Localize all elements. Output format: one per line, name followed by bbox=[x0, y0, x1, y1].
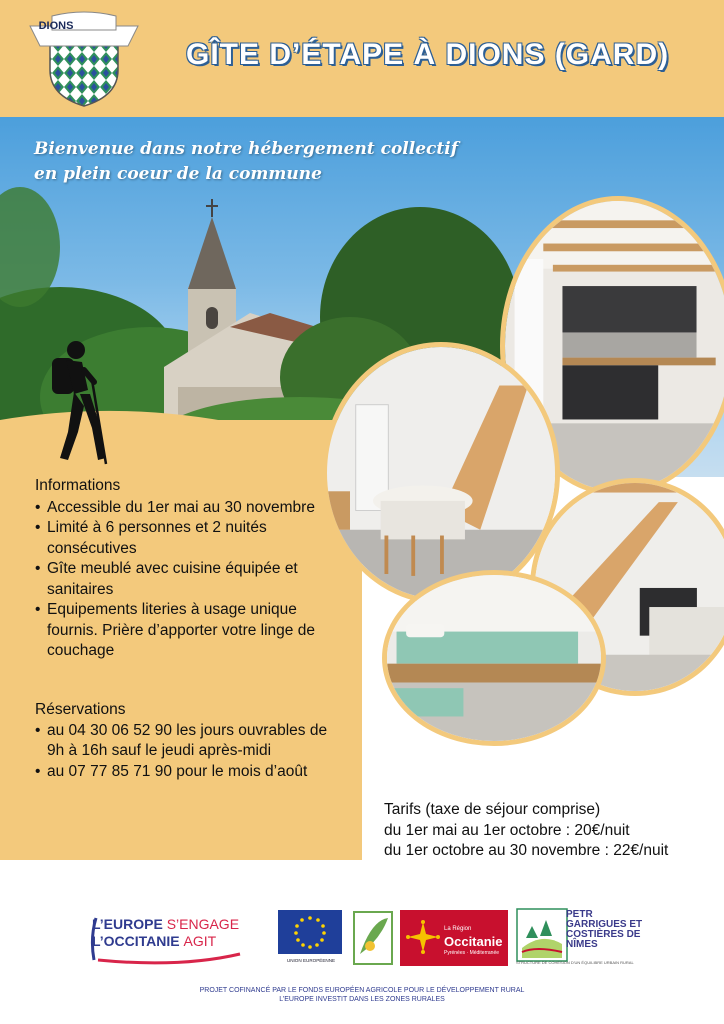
info-section bbox=[35, 476, 335, 662]
reservations-heading: Réservations bbox=[35, 701, 126, 718]
europe-occitanie-logo bbox=[90, 914, 270, 964]
tarif-line: du 1er mai au 1er octobre : 20€/nuit bbox=[384, 821, 630, 839]
welcome-line-1: Bienvenue dans notre hébergement collectif bbox=[34, 139, 459, 159]
region-occitanie-logo bbox=[400, 910, 508, 966]
petr-name: PETR GARRIGUES ET COSTIÈRES DE NÎMES bbox=[566, 909, 643, 950]
dining-room-photo bbox=[322, 342, 560, 604]
petr-caption: STRUCTURE DE COHÉSION D'UN ÉQUILIBRE URBAIN RURAL bbox=[516, 960, 634, 965]
europe-swoosh bbox=[90, 914, 270, 966]
welcome-line-2: en plein coeur de la commune bbox=[34, 164, 322, 184]
occitan-cross-icon bbox=[406, 920, 440, 954]
hiker-icon bbox=[30, 336, 110, 466]
info-item: • Limité à 6 personnes et 2 nuités consécutives bbox=[35, 518, 335, 559]
petr-logo-icon bbox=[516, 908, 568, 962]
occitanie-small-text: La Région bbox=[444, 926, 472, 932]
welcome-message bbox=[34, 137, 458, 187]
footer-line-2: L’EUROPE INVESTIT DANS LES ZONES RURALES bbox=[279, 996, 445, 1003]
reservation-item: • au 04 30 06 52 90 les jours ouvrables de 9h à 16h sauf le jeudi après-midi bbox=[35, 721, 335, 762]
footer-line-1: PROJET COFINANCÉ PAR LE FONDS EUROPÉEN AGRICOLE POUR LE DÉVELOPPEMENT RURAL bbox=[199, 987, 525, 994]
tarifs-heading: Tarifs (taxe de séjour comprise) bbox=[384, 801, 601, 818]
reservations-list bbox=[35, 721, 335, 783]
europe-logo-text: AGIT bbox=[183, 933, 217, 949]
crest-label: DIONS bbox=[38, 20, 74, 32]
europe-logo-text: S’ENGAGE bbox=[166, 916, 240, 932]
europe-logo-text: L’EUROPE bbox=[92, 916, 163, 932]
header-banner bbox=[0, 0, 724, 117]
occitanie-subtitle: Pyrénées · Méditerranée bbox=[444, 950, 500, 956]
info-heading: Informations bbox=[35, 477, 121, 494]
eu-flag-icon bbox=[278, 910, 342, 960]
tarif-line: du 1er octobre au 30 novembre : 22€/nuit bbox=[384, 842, 669, 859]
bedroom-photo bbox=[382, 570, 606, 746]
reservations-section bbox=[35, 700, 335, 782]
reservation-item: • au 07 77 85 71 90 pour le mois d’août bbox=[35, 762, 335, 783]
partner-logos bbox=[0, 906, 724, 966]
info-item: • Equipements literies à usage unique fournis. Prière d’apporter votre linge de couchage bbox=[35, 600, 335, 662]
info-item: • Gîte meublé avec cuisine équipée et sanitaires bbox=[35, 559, 335, 600]
info-item: • Accessible du 1er mai au 30 novembre bbox=[35, 498, 335, 519]
info-list bbox=[35, 498, 335, 662]
europe-logo-text: L’OCCITANIE bbox=[92, 933, 180, 949]
eu-caption: UNION EUROPÉENNE bbox=[286, 958, 336, 963]
footer-funding-note bbox=[0, 986, 724, 1004]
page-title: GÎTE D’ÉTAPE À DIONS (GARD) bbox=[186, 38, 670, 71]
occitanie-name: Occitanie bbox=[444, 934, 503, 949]
leader-logo bbox=[352, 910, 394, 966]
tarifs-section bbox=[384, 800, 714, 862]
